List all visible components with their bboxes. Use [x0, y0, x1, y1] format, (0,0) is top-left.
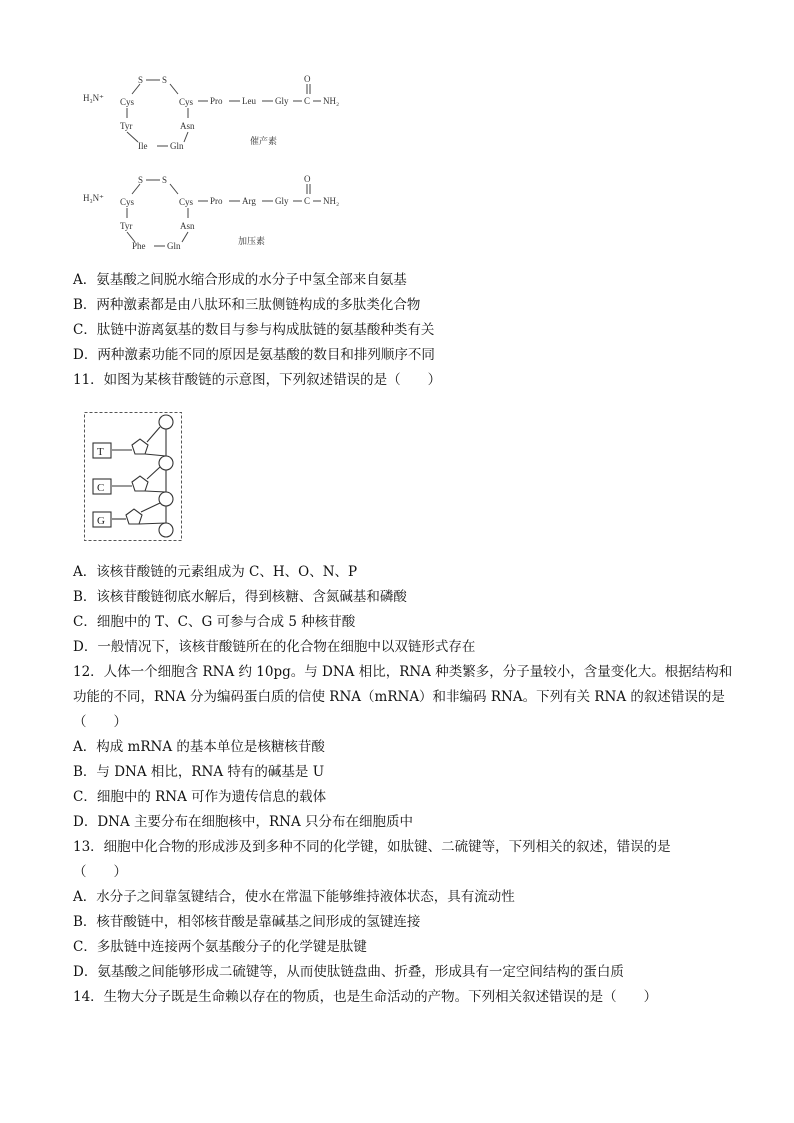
q10-option-b: B．两种激素都是由八肽环和三肽侧链构成的多肽类化合物: [73, 297, 421, 313]
phe-label: Phe: [132, 241, 146, 251]
pentose-pentagon: [126, 509, 142, 524]
amino-terminus-label: H₃N⁺: [83, 93, 104, 103]
cys-label: Cys: [179, 197, 194, 207]
oxytocin-structure: [83, 74, 339, 151]
phosphate-circle: [159, 456, 173, 470]
q13-option-b: B．核苷酸链中，相邻核苷酸是靠碱基之间形成的氢键连接: [73, 914, 421, 930]
pro-label: Pro: [210, 96, 223, 106]
vasopressin-structure: [83, 174, 339, 251]
gly-label: Gly: [275, 196, 289, 206]
oxygen-label: O: [304, 174, 311, 184]
sulfur-label: S: [138, 175, 144, 185]
cys-label: Cys: [120, 197, 135, 207]
arg-label: Arg: [242, 196, 256, 206]
q13-option-d: D．氨基酸之间能够形成二硫键等，从而使肽链盘曲、折叠，形成具有一定空间结构的蛋白质: [73, 964, 624, 980]
gln-label: Gln: [167, 241, 181, 251]
q12-stem-line-1: 12．人体一个细胞含 RNA 约 10pg。与 DNA 相比，RNA 种类繁多，分子量较小，含量变化大。根据结构和: [73, 664, 733, 680]
q11-option-b: B．该核苷酸链彻底水解后，得到核糖、含氮碱基和磷酸: [73, 589, 407, 605]
pentose-pentagon: [132, 476, 148, 491]
ile-label: Ile: [138, 141, 148, 151]
vasopressin-caption: 加压素: [238, 236, 266, 246]
q10-option-c: C．肽链中游离氨基的数目与参与构成肽链的氨基酸种类有关: [73, 322, 435, 338]
sulfur-label: S: [162, 175, 168, 185]
q12-option-d: D．DNA 主要分布在细胞核中，RNA 只分布在细胞质中: [73, 814, 414, 830]
q14-stem: 14．生物大分子既是生命赖以存在的物质，也是生命活动的产物。下列相关叙述错误的是（ ）: [73, 989, 658, 1005]
q13-option-a: A．水分子之间靠氢键结合，使水在常温下能够维持液体状态，具有流动性: [73, 889, 515, 905]
q12-stem-line-2: 功能的不同，RNA 分为编码蛋白质的信使 RNA（mRNA）和非编码 RNA。下列有关 RNA 的叙述错误的是: [73, 689, 725, 705]
oxygen-label: O: [304, 74, 311, 84]
q12-option-a: A．构成 mRNA 的基本单位是核糖核苷酸: [73, 739, 325, 755]
q11-option-c: C．细胞中的 T、C、G 可参与合成 5 种核苷酸: [73, 614, 356, 630]
q13-answer-blank: （ ）: [73, 864, 127, 880]
q13-stem-line-1: 13．细胞中化合物的形成涉及到多种不同的化学键，如肽键、二硫键等，下列相关的叙述，错误的是: [73, 839, 671, 855]
q12-option-b: B．与 DNA 相比，RNA 特有的碱基是 U: [73, 764, 325, 780]
q11-option-d: D．一般情况下，该核苷酸链所在的化合物在细胞中以双链形式存在: [73, 639, 476, 655]
q12-option-c: C．细胞中的 RNA 可作为遗传信息的载体: [73, 789, 327, 805]
carbonyl-carbon-label: C: [304, 196, 311, 206]
base-c-label: C: [97, 482, 105, 494]
phosphate-circle: [159, 415, 173, 429]
sulfur-label: S: [138, 75, 144, 85]
gly-label: Gly: [275, 96, 289, 106]
leu-label: Leu: [242, 96, 256, 106]
nucleotide-chain-figure: [84, 412, 186, 544]
q10-option-a: A．氨基酸之间脱水缩合形成的水分子中氢全部来自氨基: [73, 272, 407, 288]
q11-option-a: A．该核苷酸链的元素组成为 C、H、O、N、P: [73, 564, 358, 580]
q11-stem: 11．如图为某核苷酸链的示意图，下列叙述错误的是（ ）: [73, 372, 442, 388]
carbonyl-carbon-label: C: [304, 96, 311, 106]
amide-label: NH₂: [323, 96, 340, 106]
q10-option-d: D．两种激素功能不同的原因是氨基酸的数目和排列顺序不同: [73, 347, 435, 363]
amino-terminus-label: H₃N⁺: [83, 193, 104, 203]
phosphate-circle: [159, 492, 173, 506]
tyr-label: Tyr: [120, 121, 133, 131]
hormone-structure-figure: [80, 70, 380, 260]
q12-answer-blank: （ ）: [73, 714, 127, 730]
asn-label: Asn: [180, 221, 195, 231]
phosphate-circle: [159, 523, 173, 537]
cys-label: Cys: [120, 97, 135, 107]
cys-label: Cys: [179, 97, 194, 107]
asn-label: Asn: [180, 121, 195, 131]
base-g-label: G: [97, 515, 105, 527]
amide-label: NH₂: [323, 196, 340, 206]
pentose-pentagon: [132, 439, 148, 454]
oxytocin-caption: 催产素: [250, 136, 278, 146]
gln-label: Gln: [170, 141, 184, 151]
pro-label: Pro: [210, 196, 223, 206]
sulfur-label: S: [162, 75, 168, 85]
tyr-label: Tyr: [120, 221, 133, 231]
base-t-label: T: [97, 446, 104, 458]
q13-option-c: C．多肽链中连接两个氨基酸分子的化学键是肽键: [73, 939, 367, 955]
